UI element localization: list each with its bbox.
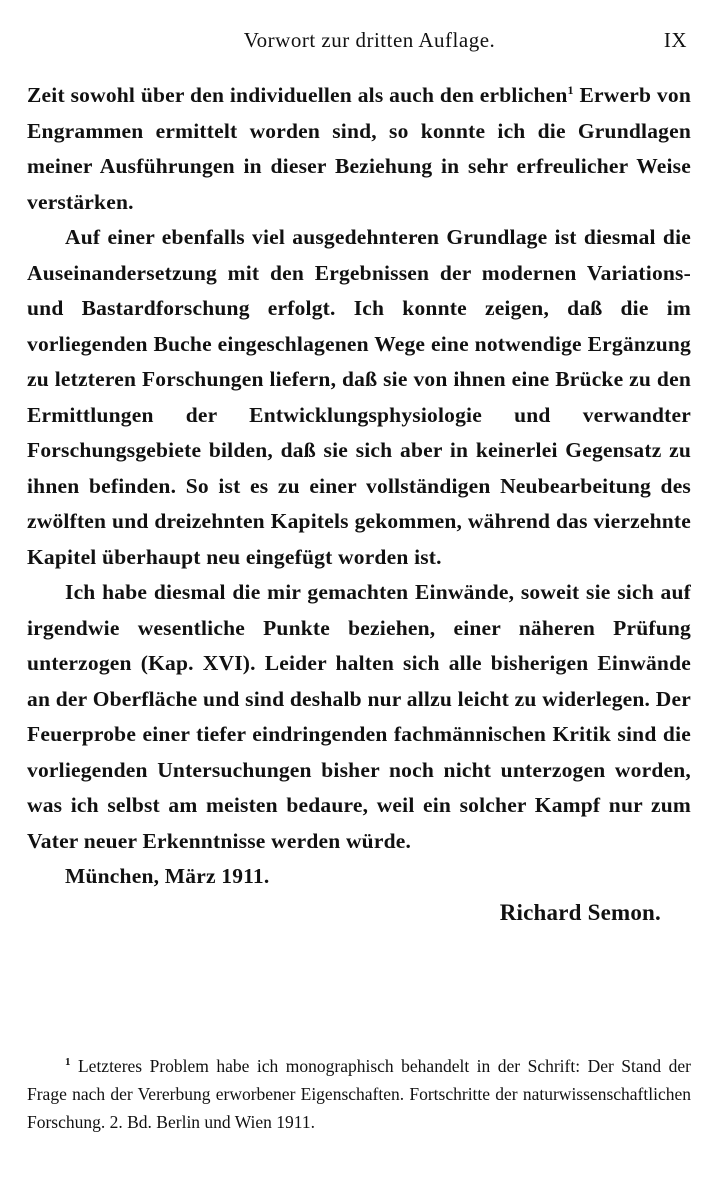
running-head: [28, 28, 691, 58]
page-number: IX: [663, 28, 687, 52]
paragraph-continuation-rest: Erwerb von Engrammen ermittelt worden sind, so konnte ich die Grundlagen meiner Ausführungen in dieser Beziehung in sehr erfreulicher Weise verstärken.: [27, 83, 691, 214]
footnote: [27, 1052, 691, 1136]
main-text: [27, 78, 691, 930]
footnote-marker: 1: [65, 1056, 71, 1069]
paragraph-continuation: [27, 78, 691, 220]
footnote-paragraph: [27, 1052, 691, 1136]
paragraph-bastardforschung: Auf einer ebenfalls viel ausgedehnteren Grundlage ist diesmal die Auseinandersetzung mit den Ergebnissen der modernen Variations- und Bastardforschung erfolgt. Ich konnte zeigen, daß die im vorliegenden Buche eingeschlagenen Wege eine notwendige Ergänzung zu letzteren Forschungen liefern, daß sie von ihnen eine Brücke zu den Ermittlungen der Entwicklungsphysiologie und verwandter Forschungsgebiete bilden, daß sie sich aber in keinerlei Gegensatz zu ihnen befinden. So ist es zu einer vollständigen Neubearbeitung des zwölften und dreizehnten Kapitels gekommen, während das vierzehnte Kapitel überhaupt neu eingefügt worden ist.: [27, 225, 691, 569]
paragraph-continuation-text: Zeit sowohl über den individuellen als auch den erblichen: [27, 83, 568, 107]
running-head-title: Vorwort zur dritten Auflage.: [243, 28, 496, 52]
author-signature: Richard Semon.: [499, 899, 661, 925]
dateline: München, März 1911.: [65, 864, 270, 888]
footnote-text: Letzteres Problem habe ich monographisch behandelt in der Schrift: Der Stand der Frage nach der Vererbung erworbener Eigenschaften. Fortschritte der naturwissenschaftlichen Forschung. 2. Bd. Berlin und Wien 1911.: [27, 1056, 691, 1132]
paragraph-einwaende: Ich habe diesmal die mir gemachten Einwände, soweit sie sich auf irgendwie wesentliche Punkte beziehen, einer näheren Prüfung unterzogen (Kap. XVI). Leider halten sich alle bisherigen Einwände an der Oberfläche und sind deshalb nur allzu leicht zu widerlegen. Der Feuerprobe einer tiefer eindringenden fachmännischen Kritik sind die vorliegenden Untersuchungen bisher noch nicht unterzogen worden, was ich selbst am meisten bedaure, weil ein solcher Kampf nur zum Vater neuer Erkenntnisse werden würde.: [27, 580, 691, 853]
footnote-reference: 1: [567, 82, 574, 97]
